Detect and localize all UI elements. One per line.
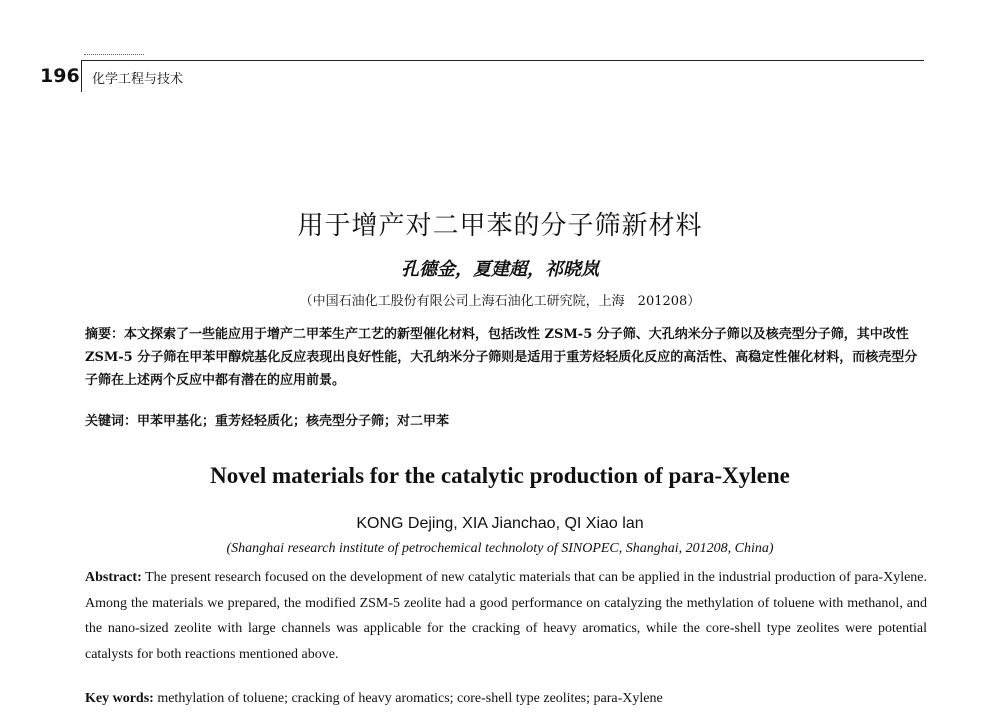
journal-name: 化学工程与技术 (92, 72, 184, 87)
keywords-english-label: Key words: (85, 691, 154, 706)
abstract-english-text: The present research focused on the development of new catalytic materials that can be applied in the industrial production of para-Xylene. Among the materials we prepared, the modified ZSM-5 zeolite had a good performance on catalyzing the methylation of toluene with methanol, and the nano-sized zeolite with large channels was applicable for the cracking of heavy aromatics, while the core-shell type zeolites were potential catalysts for both reactions mentioned above. (85, 570, 928, 662)
affiliation-chinese: （中国石油化工股份有限公司上海石油化工研究院，上海 201208） (299, 294, 701, 309)
abstract-chinese-label: 摘要： (85, 327, 125, 342)
abstract-english-label: Abstract: (85, 570, 142, 585)
title-english: Novel materials for the catalytic production of para-Xylene (210, 463, 790, 488)
keywords-chinese-text: 甲苯甲基化；重芳烃轻质化；核壳型分子筛；对二甲苯 (137, 414, 450, 429)
page-number: 196 (40, 65, 80, 87)
affiliation-english: (Shanghai research institute of petrochemical technoloty of SINOPEC, Shanghai, 201208, China) (226, 541, 774, 556)
keywords-chinese (85, 410, 927, 429)
keywords-english (85, 691, 927, 707)
header-rule (82, 60, 924, 61)
title-chinese: 用于增产对二甲苯的分子筛新材料 (297, 211, 703, 241)
abstract-chinese (85, 323, 927, 392)
keywords-english-text: methylation of toluene; cracking of heavy aromatics; core-shell type zeolites; para-Xylene (157, 691, 663, 706)
authors-chinese: 孔德金，夏建超，祁晓岚 (401, 259, 599, 280)
keywords-chinese-label: 关键词： (85, 414, 138, 429)
header-vertical-bar (81, 60, 82, 92)
authors-english: KONG Dejing, XIA Jianchao, QI Xiao lan (356, 515, 644, 532)
abstract-chinese-text: 本文探索了一些能应用于增产二甲苯生产工艺的新型催化材料，包括改性 ZSM-5 分子筛、大孔纳米分子筛以及核壳型分子筛，其中改性 ZSM-5 分子筛在甲苯甲醇烷基化反应表现出良好性能，大孔纳米分子筛则是适用于重芳烃轻质化反应的高活性、高稳定性催化材料，而核壳型分子筛在上述两个反应中都有潜在的应用前景。 (85, 327, 918, 388)
abstract-english (85, 565, 927, 667)
header-dotted-rule (84, 54, 144, 55)
